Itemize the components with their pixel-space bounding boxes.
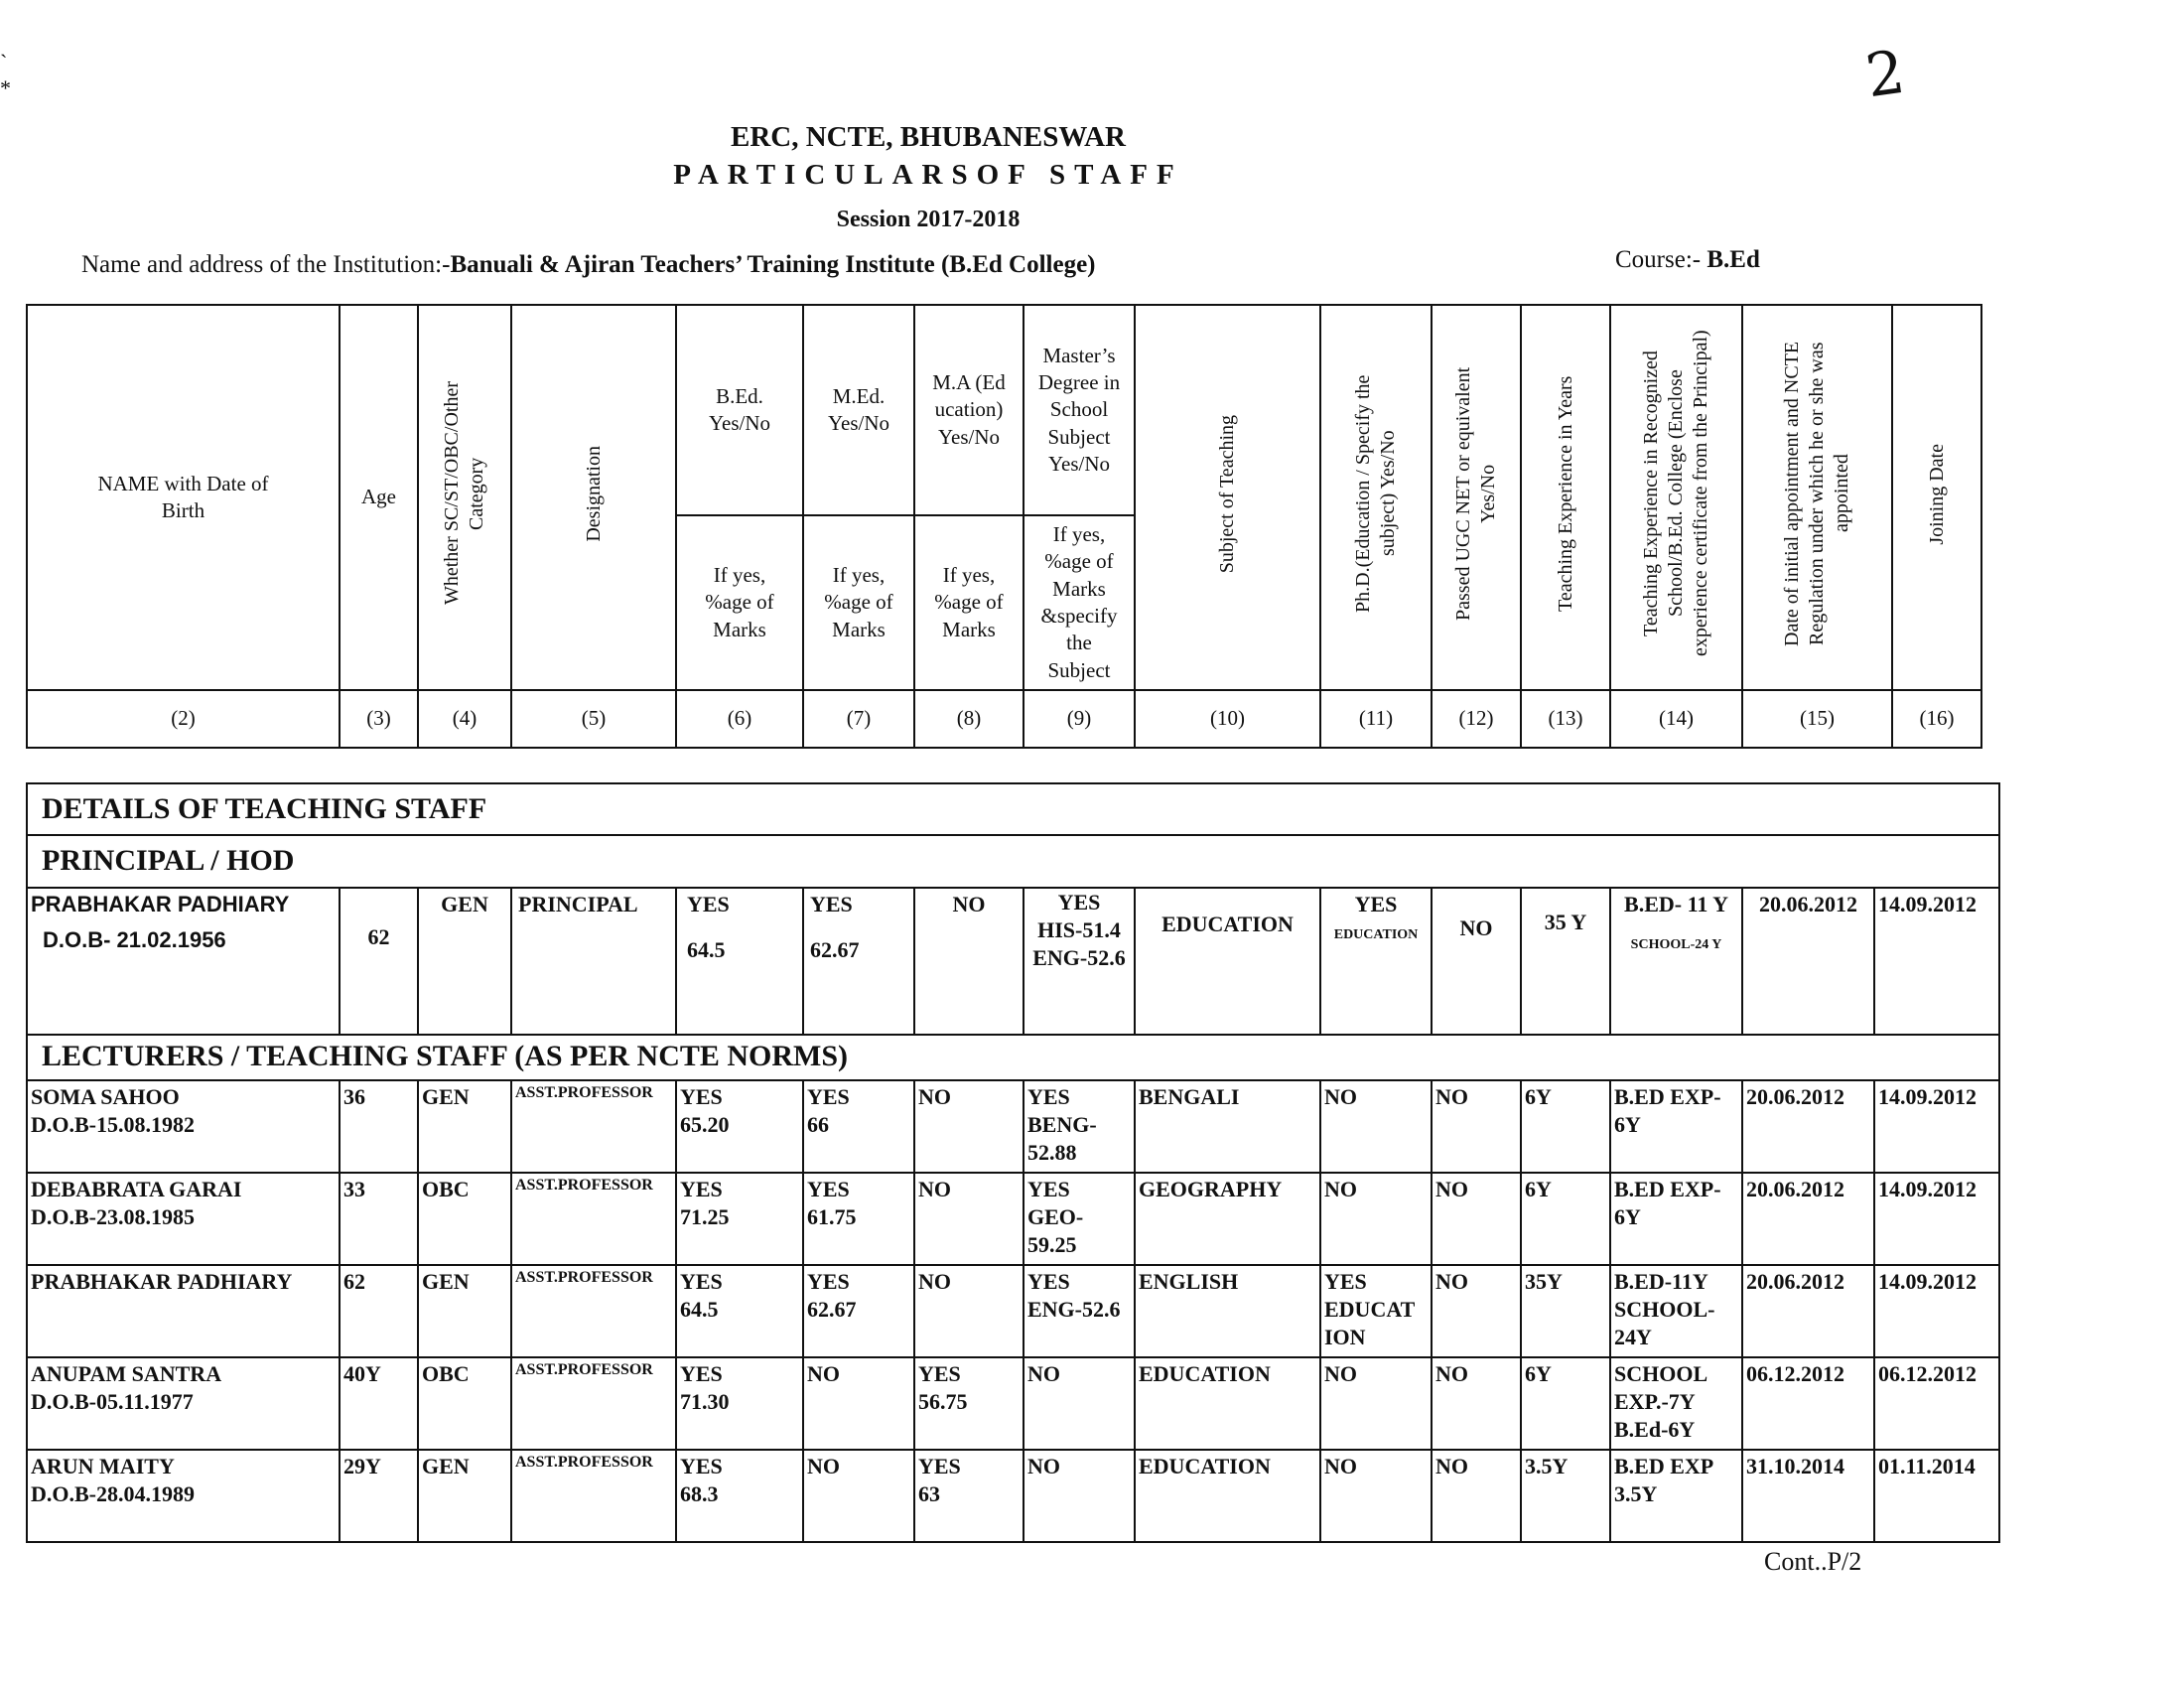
lecturer-ugc: NO bbox=[1432, 1450, 1521, 1542]
lecturer-ma: YES 56.75 bbox=[914, 1357, 1024, 1450]
principal-masters: YES bbox=[1057, 889, 1101, 914]
lecturer-med: YES 66 bbox=[803, 1080, 914, 1173]
lecturer-dob: D.O.B-28.04.1989 bbox=[31, 1480, 195, 1506]
lecturer-experience: 35Y bbox=[1521, 1265, 1610, 1357]
lecturer-name: ANUPAM SANTRA bbox=[31, 1360, 222, 1386]
principal-bed-marks: 64.5 bbox=[687, 936, 726, 962]
principal-med: YES bbox=[810, 891, 853, 916]
lecturer-med: NO bbox=[803, 1357, 914, 1450]
lecturer-bed: YES 71.30 bbox=[676, 1357, 803, 1450]
lecturer-ugc: NO bbox=[1432, 1265, 1521, 1357]
lecturer-bed: YES 65.20 bbox=[676, 1080, 803, 1173]
lecturer-category: GEN bbox=[418, 1080, 511, 1173]
lecturer-category: GEN bbox=[418, 1450, 511, 1542]
lecturer-designation: ASST.PROFESSOR bbox=[511, 1173, 676, 1265]
lecturer-ugc: NO bbox=[1432, 1173, 1521, 1265]
lecturer-experience: 6Y bbox=[1521, 1080, 1610, 1173]
principal-experience: 35 Y bbox=[1521, 888, 1610, 1035]
lecturer-ugc: NO bbox=[1432, 1080, 1521, 1173]
lecturer-ma: NO bbox=[914, 1080, 1024, 1173]
lecturer-school-exp: SCHOOL EXP.-7Y B.Ed-6Y bbox=[1610, 1357, 1742, 1450]
col-med-marks-header: If yes, %age of Marks bbox=[803, 515, 914, 690]
column-header-table bbox=[26, 304, 1982, 749]
principal-school-exp2: SCHOOL-24 Y bbox=[1630, 936, 1722, 952]
lecturer-dob: D.O.B-15.08.1982 bbox=[31, 1111, 195, 1137]
section-lecturers: LECTURERS / TEACHING STAFF (AS PER NCTE NORMS) bbox=[27, 1035, 1999, 1080]
institution-name: Banuali & Ajiran Teachers’ Training Institute (B.Ed College) bbox=[450, 251, 1096, 278]
lecturer-age: 40Y bbox=[340, 1357, 418, 1450]
lecturer-appointment: 20.06.2012 bbox=[1742, 1080, 1874, 1173]
header-title: PARTICULARSOF STAFF bbox=[673, 159, 1183, 191]
lecturer-subject: EDUCATION bbox=[1135, 1450, 1320, 1542]
col-ma-header: M.A (Education) Yes/No bbox=[914, 305, 1024, 515]
lecturer-experience: 6Y bbox=[1521, 1357, 1610, 1450]
lecturer-ma: NO bbox=[914, 1265, 1024, 1357]
lecturer-dob: D.O.B-23.08.1985 bbox=[31, 1203, 195, 1229]
principal-dob: D.O.B- 21.02.1956 bbox=[43, 926, 226, 952]
col-subject-header: Subject of Teaching bbox=[1216, 414, 1238, 573]
lecturer-age: 36 bbox=[340, 1080, 418, 1173]
col-number: (10) bbox=[1135, 690, 1320, 748]
lecturer-designation: ASST.PROFESSOR bbox=[511, 1450, 676, 1542]
lecturer-school-exp: B.ED-11Y SCHOOL- 24Y bbox=[1610, 1265, 1742, 1357]
course-value: B.Ed bbox=[1706, 246, 1760, 273]
lecturer-category: GEN bbox=[418, 1265, 511, 1357]
principal-appointment: 20.06.2012 bbox=[1742, 888, 1874, 1035]
lecturer-row bbox=[27, 1450, 1999, 1542]
principal-school-exp: B.ED- 11 Y bbox=[1624, 891, 1728, 916]
col-masters-marks-header: If yes, %age of Marks &specify the Subject bbox=[1024, 515, 1135, 690]
col-number: (4) bbox=[418, 690, 511, 748]
continued-note: Cont..P/2 bbox=[1764, 1547, 1862, 1576]
staff-table bbox=[26, 782, 2000, 1543]
col-number: (7) bbox=[803, 690, 914, 748]
lecturer-designation: ASST.PROFESSOR bbox=[511, 1080, 676, 1173]
principal-row bbox=[27, 888, 1999, 1035]
lecturer-joining: 06.12.2012 bbox=[1874, 1357, 1999, 1450]
principal-phd-detail: EDUCATION bbox=[1333, 926, 1419, 942]
principal-ma: NO bbox=[914, 888, 1024, 1035]
lecturer-appointment: 31.10.2014 bbox=[1742, 1450, 1874, 1542]
lecturer-school-exp: B.ED EXP- 6Y bbox=[1610, 1080, 1742, 1173]
lecturer-age: 62 bbox=[340, 1265, 418, 1357]
lecturer-bed: YES 71.25 bbox=[676, 1173, 803, 1265]
col-phd-header: Ph.D.(Education / Specify the subject) Yes/No bbox=[1352, 374, 1399, 614]
lecturer-bed: YES 68.3 bbox=[676, 1450, 803, 1542]
lecturer-designation: ASST.PROFESSOR bbox=[511, 1357, 676, 1450]
lecturer-rows bbox=[27, 1080, 1999, 1542]
col-number: (8) bbox=[914, 690, 1024, 748]
col-number: (13) bbox=[1521, 690, 1610, 748]
col-number: (14) bbox=[1610, 690, 1742, 748]
lecturer-ugc: NO bbox=[1432, 1357, 1521, 1450]
institution-line bbox=[81, 251, 1096, 279]
course-line bbox=[1615, 246, 1760, 274]
lecturer-experience: 3.5Y bbox=[1521, 1450, 1610, 1542]
principal-med-marks: 62.67 bbox=[810, 936, 860, 962]
lecturer-med: NO bbox=[803, 1450, 914, 1542]
lecturer-name: DEBABRATA GARAI bbox=[31, 1176, 242, 1201]
lecturer-masters: NO bbox=[1024, 1450, 1135, 1542]
col-number: (2) bbox=[27, 690, 340, 748]
header-authority: ERC, NCTE, BHUBANESWAR bbox=[730, 121, 1126, 153]
principal-age: 62 bbox=[340, 888, 418, 1035]
lecturer-phd: NO bbox=[1320, 1173, 1432, 1265]
principal-designation: PRINCIPAL bbox=[511, 888, 676, 1035]
lecturer-bed: YES 64.5 bbox=[676, 1265, 803, 1357]
lecturer-subject: EDUCATION bbox=[1135, 1357, 1320, 1450]
lecturer-med: YES 61.75 bbox=[803, 1173, 914, 1265]
lecturer-school-exp: B.ED EXP- 6Y bbox=[1610, 1173, 1742, 1265]
institution-label: Name and address of the Institution:- bbox=[81, 251, 451, 278]
col-bed-header: B.Ed. Yes/No bbox=[676, 305, 803, 515]
col-number: (6) bbox=[676, 690, 803, 748]
lecturer-phd: NO bbox=[1320, 1357, 1432, 1450]
col-number: (5) bbox=[511, 690, 676, 748]
col-ugc-header: Passed UGC NET or equivalent Yes/No bbox=[1452, 366, 1499, 621]
lecturer-masters: NO bbox=[1024, 1357, 1135, 1450]
lecturer-phd: YES EDUCAT ION bbox=[1320, 1265, 1432, 1357]
lecturer-designation: ASST.PROFESSOR bbox=[511, 1265, 676, 1357]
col-number: (3) bbox=[340, 690, 418, 748]
lecturer-masters: YES GEO- 59.25 bbox=[1024, 1173, 1135, 1265]
course-label: Course:- bbox=[1615, 246, 1707, 273]
principal-ugc: NO bbox=[1432, 888, 1521, 1035]
lecturer-age: 33 bbox=[340, 1173, 418, 1265]
section-teaching-staff: DETAILS OF TEACHING STAFF bbox=[27, 783, 1999, 835]
principal-phd: YES bbox=[1354, 891, 1398, 916]
lecturer-name: SOMA SAHOO bbox=[31, 1083, 180, 1109]
lecturer-row bbox=[27, 1357, 1999, 1450]
col-appointment-header: Date of initial appointment and NCTE Regulation under which he or she was appointed bbox=[1781, 341, 1852, 646]
lecturer-experience: 6Y bbox=[1521, 1173, 1610, 1265]
lecturer-subject: GEOGRAPHY bbox=[1135, 1173, 1320, 1265]
lecturer-ma: YES 63 bbox=[914, 1450, 1024, 1542]
col-designation-header: Designation bbox=[582, 446, 605, 542]
lecturer-phd: NO bbox=[1320, 1450, 1432, 1542]
lecturer-dob: D.O.B-05.11.1977 bbox=[31, 1388, 194, 1414]
page-number: 2 bbox=[1861, 37, 1909, 112]
principal-bed: YES bbox=[687, 891, 730, 916]
col-joining-header: Joining Date bbox=[1925, 443, 1948, 545]
lecturer-category: OBC bbox=[418, 1173, 511, 1265]
col-age-header: Age bbox=[340, 305, 418, 690]
col-number: (9) bbox=[1024, 690, 1135, 748]
col-name-header: NAME with Date of Birth bbox=[27, 305, 340, 690]
col-masters-header: Master’s Degree in School Subject Yes/No bbox=[1024, 305, 1135, 515]
lecturer-joining: 14.09.2012 bbox=[1874, 1080, 1999, 1173]
col-number: (11) bbox=[1320, 690, 1432, 748]
col-med-header: M.Ed. Yes/No bbox=[803, 305, 914, 515]
col-ma-marks-header: If yes, %age of Marks bbox=[914, 515, 1024, 690]
lecturer-joining: 14.09.2012 bbox=[1874, 1265, 1999, 1357]
lecturer-appointment: 06.12.2012 bbox=[1742, 1357, 1874, 1450]
principal-joining: 14.09.2012 bbox=[1874, 888, 1999, 1035]
lecturer-row bbox=[27, 1173, 1999, 1265]
lecturer-category: OBC bbox=[418, 1357, 511, 1450]
lecturer-ma: NO bbox=[914, 1173, 1024, 1265]
lecturer-masters: YES ENG-52.6 bbox=[1024, 1265, 1135, 1357]
lecturer-subject: ENGLISH bbox=[1135, 1265, 1320, 1357]
principal-category: GEN bbox=[418, 888, 511, 1035]
lecturer-joining: 01.11.2014 bbox=[1874, 1450, 1999, 1542]
col-experience-header: Teaching Experience in Years bbox=[1554, 375, 1576, 613]
lecturer-name: PRABHAKAR PADHIARY bbox=[31, 1268, 293, 1294]
principal-name: PRABHAKAR PADHIARY bbox=[31, 891, 290, 916]
lecturer-school-exp: B.ED EXP 3.5Y bbox=[1610, 1450, 1742, 1542]
lecturer-row bbox=[27, 1080, 1999, 1173]
lecturer-subject: BENGALI bbox=[1135, 1080, 1320, 1173]
principal-masters-detail: HIS-51.4 bbox=[1037, 916, 1121, 942]
col-category-header: Whether SC/ST/OBC/Other Category bbox=[441, 381, 487, 606]
col-bed-marks-header: If yes, %age of Marks bbox=[676, 515, 803, 690]
lecturer-name: ARUN MAITY bbox=[31, 1453, 175, 1478]
margin-marks: ` * bbox=[0, 50, 11, 100]
section-principal: PRINCIPAL / HOD bbox=[27, 835, 1999, 887]
lecturer-phd: NO bbox=[1320, 1080, 1432, 1173]
lecturer-appointment: 20.06.2012 bbox=[1742, 1265, 1874, 1357]
principal-masters-detail: ENG-52.6 bbox=[1032, 945, 1126, 971]
lecturer-row bbox=[27, 1265, 1999, 1357]
lecturer-appointment: 20.06.2012 bbox=[1742, 1173, 1874, 1265]
principal-subject: EDUCATION bbox=[1135, 888, 1320, 1035]
col-number: (12) bbox=[1432, 690, 1521, 748]
col-number: (15) bbox=[1742, 690, 1892, 748]
lecturer-age: 29Y bbox=[340, 1450, 418, 1542]
lecturer-joining: 14.09.2012 bbox=[1874, 1173, 1999, 1265]
lecturer-masters: YES BENG- 52.88 bbox=[1024, 1080, 1135, 1173]
col-school-exp-header: Teaching Experience in Recognized School/B.Ed. College (Enclose experience certificate from the Principal) bbox=[1640, 330, 1711, 657]
lecturer-med: YES 62.67 bbox=[803, 1265, 914, 1357]
session-label: Session 2017-2018 bbox=[836, 207, 1021, 232]
col-number: (16) bbox=[1892, 690, 1981, 748]
